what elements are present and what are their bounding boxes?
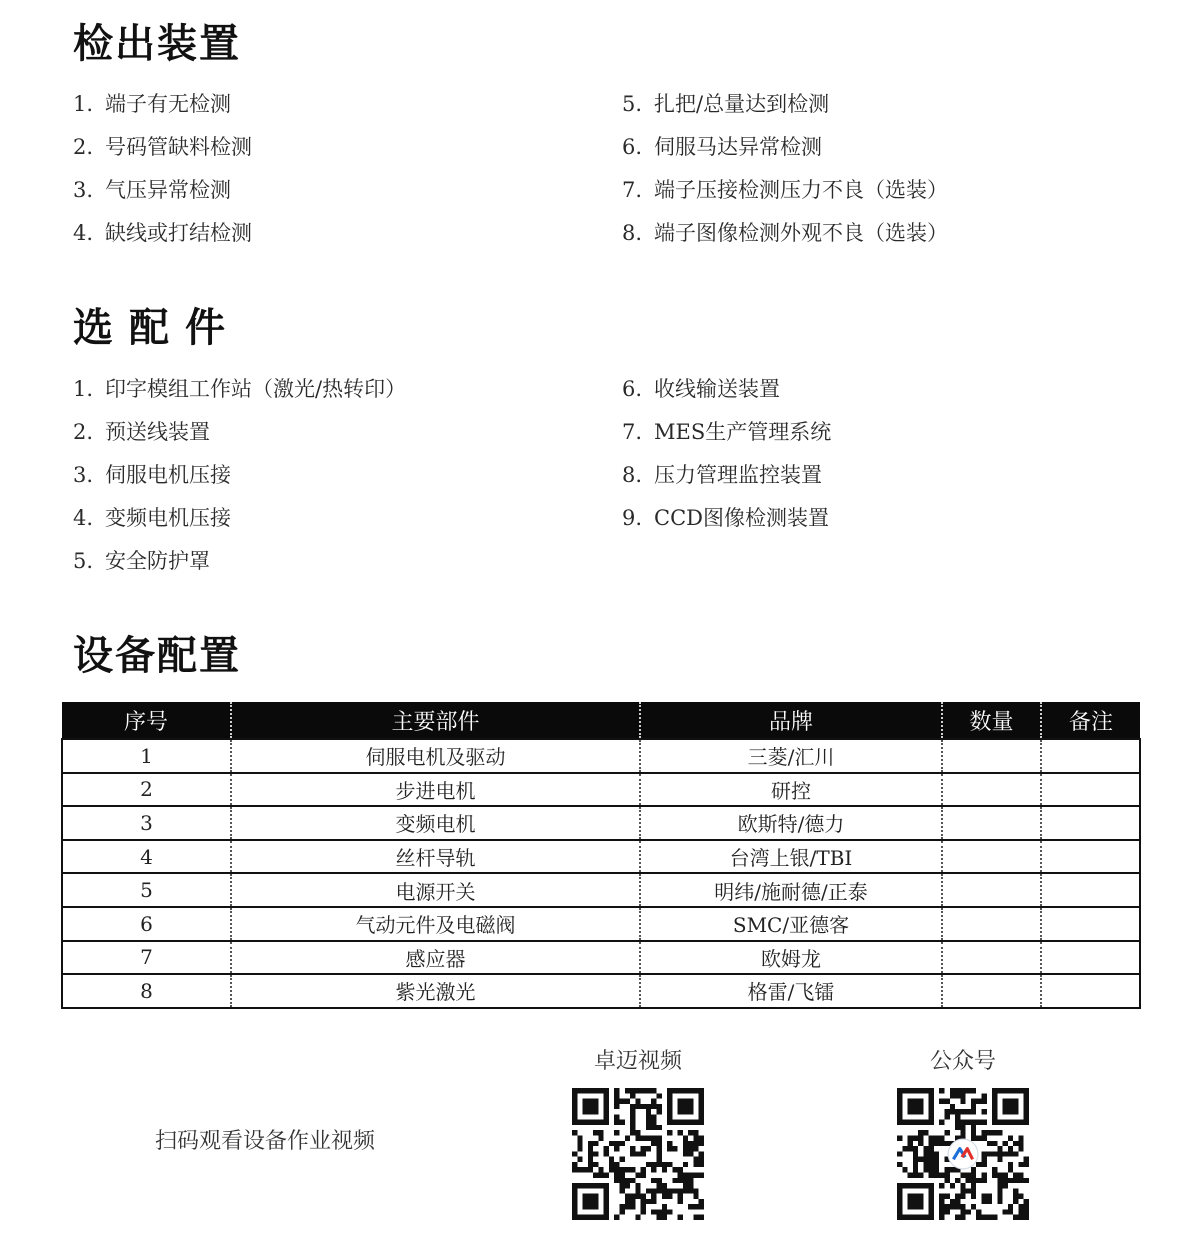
cell-brand: 欧斯特/德力: [640, 806, 942, 840]
table-row: [62, 739, 1140, 773]
header-brand: 品牌: [640, 702, 942, 739]
cell-remark: [1041, 907, 1140, 941]
list-item-number: 5.: [622, 92, 643, 116]
cell-serial: 3: [62, 806, 231, 840]
detection-list-left: [73, 89, 633, 261]
table-row: [62, 974, 1140, 1008]
table-row: [62, 873, 1140, 907]
list-item: [622, 218, 1182, 261]
list-item: [622, 89, 1182, 132]
list-item-text: 缺线或打结检测: [105, 221, 252, 245]
cell-remark: [1041, 840, 1140, 874]
table-row: [62, 773, 1140, 807]
list-item: [622, 175, 1182, 218]
brand-logo-icon: [947, 1138, 979, 1170]
table-header-row: [62, 702, 1140, 739]
list-item-text: 预送线装置: [105, 420, 210, 444]
list-item: [73, 460, 633, 503]
table-row: [62, 806, 1140, 840]
list-item-number: 3.: [73, 178, 94, 202]
list-item-text: 端子压接检测压力不良（选装）: [654, 178, 948, 202]
list-item-number: 2.: [73, 135, 94, 159]
cell-quantity: [942, 941, 1041, 975]
header-serial: 序号: [62, 702, 231, 739]
qr-code-icon[interactable]: [572, 1088, 704, 1220]
header-component: 主要部件: [231, 702, 640, 739]
list-item: [622, 503, 1182, 546]
list-item-text: 端子图像检测外观不良（选装）: [654, 221, 948, 245]
list-item-text: 变频电机压接: [105, 506, 231, 530]
list-item: [73, 89, 633, 132]
list-item: [622, 460, 1182, 503]
list-item-text: 端子有无检测: [105, 92, 231, 116]
list-item-text: 印字模组工作站（激光/热转印）: [105, 377, 407, 401]
cell-component: 紫光激光: [231, 974, 640, 1008]
qr-public-caption: 公众号: [929, 1049, 996, 1074]
table-body: [62, 739, 1140, 1008]
cell-component: 伺服电机及驱动: [231, 739, 640, 773]
list-item-text: CCD图像检测装置: [654, 506, 829, 530]
cell-serial: 1: [62, 739, 231, 773]
cell-remark: [1041, 941, 1140, 975]
list-item-number: 7.: [622, 420, 643, 444]
list-item: [73, 218, 633, 261]
cell-serial: 2: [62, 773, 231, 807]
list-item-number: 4.: [73, 506, 94, 530]
list-item: [622, 417, 1182, 460]
list-item-number: 5.: [73, 549, 94, 573]
cell-brand: 研控: [640, 773, 942, 807]
cell-quantity: [942, 840, 1041, 874]
cell-serial: 5: [62, 873, 231, 907]
list-item-number: 8.: [622, 221, 643, 245]
list-item-text: 扎把/总量达到检测: [654, 92, 830, 116]
cell-serial: 6: [62, 907, 231, 941]
header-quantity: 数量: [942, 702, 1041, 739]
options-list-left: [73, 374, 633, 589]
cell-remark: [1041, 739, 1140, 773]
header-remark: 备注: [1041, 702, 1140, 739]
cell-brand: SMC/亚德客: [640, 907, 942, 941]
cell-remark: [1041, 806, 1140, 840]
cell-brand: 三菱/汇川: [640, 739, 942, 773]
cell-quantity: [942, 974, 1041, 1008]
list-item: [73, 175, 633, 218]
list-item-number: 6.: [622, 377, 643, 401]
cell-component: 变频电机: [231, 806, 640, 840]
cell-quantity: [942, 739, 1041, 773]
list-item: [73, 132, 633, 175]
cell-serial: 8: [62, 974, 231, 1008]
cell-brand: 格雷/飞镭: [640, 974, 942, 1008]
list-item-number: 4.: [73, 221, 94, 245]
list-item: [73, 374, 633, 417]
list-item-number: 7.: [622, 178, 643, 202]
cell-remark: [1041, 873, 1140, 907]
qr-code-icon[interactable]: [897, 1088, 1029, 1220]
cell-component: 步进电机: [231, 773, 640, 807]
list-item-number: 8.: [622, 463, 643, 487]
list-item-number: 9.: [622, 506, 643, 530]
list-item-text: 伺服电机压接: [105, 463, 231, 487]
list-item-text: 收线输送装置: [654, 377, 780, 401]
cell-component: 丝杆导轨: [231, 840, 640, 874]
cell-brand: 欧姆龙: [640, 941, 942, 975]
cell-quantity: [942, 873, 1041, 907]
list-item-number: 1.: [73, 377, 94, 401]
list-item-text: 气压异常检测: [105, 178, 231, 202]
list-item-number: 2.: [73, 420, 94, 444]
table-row: [62, 941, 1140, 975]
detection-section-title: 检出装置: [73, 21, 241, 67]
list-item-number: 3.: [73, 463, 94, 487]
list-item: [73, 546, 633, 589]
list-item-text: 压力管理监控装置: [654, 463, 822, 487]
cell-component: 感应器: [231, 941, 640, 975]
detection-list-right: [622, 89, 1182, 261]
scan-instruction-text: 扫码观看设备作业视频: [155, 1129, 376, 1154]
options-list-right: [622, 374, 1182, 546]
list-item-text: 号码管缺料检测: [105, 135, 252, 159]
list-item: [73, 503, 633, 546]
cell-remark: [1041, 773, 1140, 807]
list-item-text: 伺服马达异常检测: [654, 135, 822, 159]
qr-video-caption: 卓迈视频: [593, 1049, 682, 1074]
list-item-number: 1.: [73, 92, 94, 116]
equipment-config-table: [61, 702, 1141, 1009]
list-item-text: MES生产管理系统: [654, 420, 832, 444]
list-item-number: 6.: [622, 135, 643, 159]
cell-serial: 7: [62, 941, 231, 975]
cell-component: 气动元件及电磁阀: [231, 907, 640, 941]
list-item: [622, 132, 1182, 175]
list-item-text: 安全防护罩: [105, 549, 210, 573]
list-item: [73, 417, 633, 460]
config-section-title: 设备配置: [73, 633, 241, 679]
cell-brand: 明纬/施耐德/正泰: [640, 873, 942, 907]
cell-quantity: [942, 773, 1041, 807]
cell-component: 电源开关: [231, 873, 640, 907]
cell-quantity: [942, 907, 1041, 941]
table-row: [62, 840, 1140, 874]
cell-quantity: [942, 806, 1041, 840]
cell-remark: [1041, 974, 1140, 1008]
options-section-title: 选配件: [73, 305, 241, 351]
cell-serial: 4: [62, 840, 231, 874]
table-row: [62, 907, 1140, 941]
cell-brand: 台湾上银/TBI: [640, 840, 942, 874]
list-item: [622, 374, 1182, 417]
